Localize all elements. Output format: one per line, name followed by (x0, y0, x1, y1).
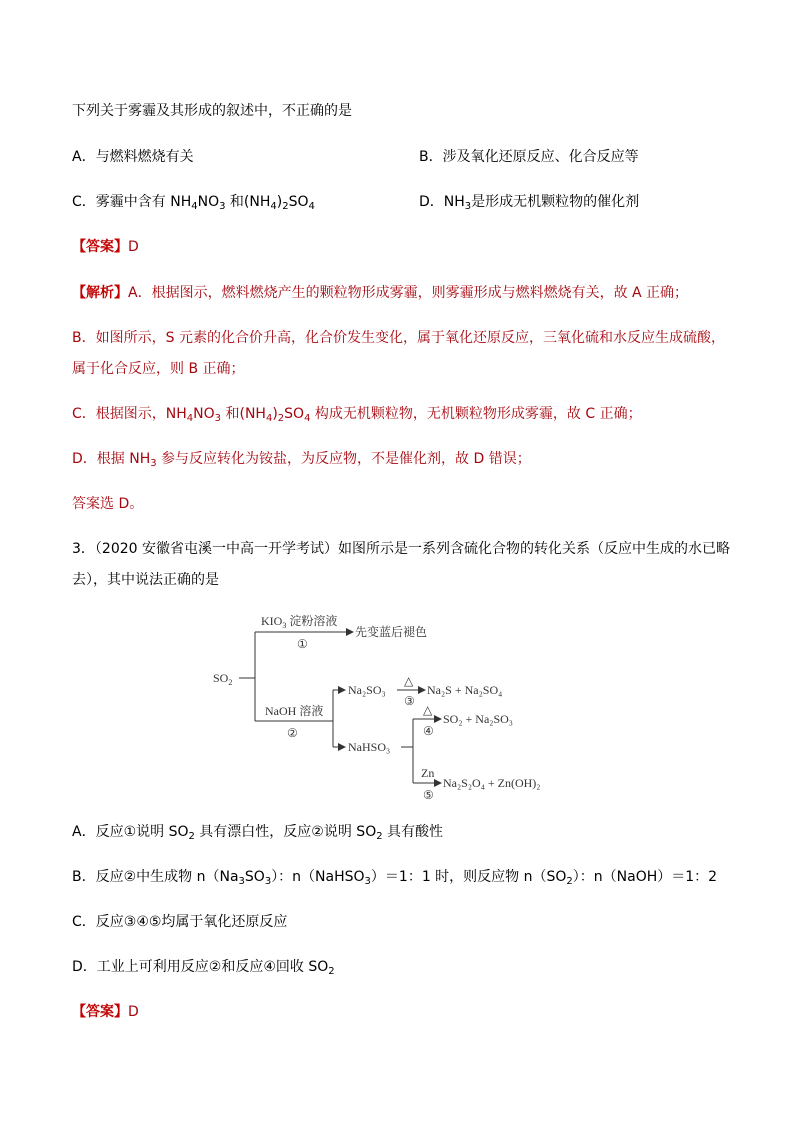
r1-product: 先变蓝后褪色 (355, 625, 428, 639)
answer-value: D (128, 239, 139, 255)
answer-value: D (128, 1004, 139, 1020)
q3-answer (72, 1002, 139, 1022)
r4-number: ④ (423, 724, 434, 738)
q3-option-a: A．反应①说明 $SO_2$ 具有漂白性，反应②说明 $SO_2$ 具有酸性 (72, 824, 444, 842)
q3-stem-line1: 3．（2020 安徽省屯溪一中高一开学考试）如图所示是一系列含硫化合物的转化关系（反应中生成的水已略 (72, 541, 730, 557)
q2-analysis-c: C．根据图示，$NH_4NO_3$ 和$(NH_4)_2SO_4$ 构成无机颗粒物，无机颗粒物形成雾霾，故 C 正确； (72, 406, 642, 424)
r3-number: ③ (404, 694, 415, 708)
analysis-tag: 【解析】 (72, 285, 128, 301)
nahso3-label: NaHSO₃ (348, 740, 391, 754)
q2-option-c: C．雾霾中含有 $NH_4NO_3$ 和$(NH_4)_2SO_4$ (72, 194, 315, 212)
q2-options-row1 (72, 147, 752, 167)
q2-analysis-b-line2: 属于化合反应，则 B 正确； (72, 361, 245, 377)
q2-analysis-a: 【解析】A．根据图示，燃料燃烧产生的颗粒物形成雾霾，则雾霾形成与燃料燃烧有关，故 A 正确； (72, 285, 689, 301)
r2-reagent: NaOH 溶液 (265, 704, 324, 718)
q2-analysis-b-line1: B．如图所示，S 元素的化合价升高，化合价发生变化，属于氧化还原反应，三氧化硫和水反应生成硫酸， (72, 330, 725, 346)
answer-tag: 【答案】 (72, 239, 128, 255)
q2-conclusion: 答案选 D。 (72, 496, 144, 512)
na2so3-label: Na₂SO₃ (348, 683, 386, 697)
q3-stem-line2: 去），其中说法正确的是 (72, 572, 219, 588)
r5-product: Na₂S₂O₄ + Zn(OH)₂ (443, 776, 541, 790)
r2-number: ② (287, 726, 298, 740)
answer-tag: 【答案】 (72, 1004, 128, 1020)
q3-option-b: B．反应②中生成物 $n(Na_3SO_3)$：n（NaHSO$_3$）＝1：1 时，则反应物 $n(SO_2)$：n（NaOH）＝1：2 (72, 869, 718, 887)
r1-number: ① (297, 637, 308, 651)
so2-label: $SO_2$ (213, 671, 233, 687)
r1-reagent: $KIO_3$ 淀粉溶液 (261, 614, 338, 630)
q2-answer (72, 237, 139, 257)
q2-option-d: D．$NH_3$是形成无机颗粒物的催化剂 (419, 194, 640, 212)
q2-stem: 下列关于雾霾及其形成的叙述中，不正确的是 (72, 103, 352, 119)
r3-product: Na₂S + Na₂SO₄ (427, 683, 503, 697)
r5-condition: Zn (421, 766, 435, 780)
q3-option-d: D．工业上可利用反应②和反应④回收 $SO_2$ (72, 959, 335, 977)
r4-product: SO₂ + Na₂SO₃ (443, 712, 513, 726)
q3-option-c: C．反应③④⑤均属于氧化还原反应 (72, 914, 288, 930)
reaction-diagram (205, 605, 585, 803)
q2-options-row2 (72, 192, 752, 212)
r4-condition: △ (423, 703, 433, 717)
r3-condition: △ (404, 674, 414, 688)
r5-number: ⑤ (423, 788, 434, 802)
q2-analysis-d: D．根据 $NH_3$ 参与反应转化为铵盐，为反应物，不是催化剂，故 D 错误； (72, 451, 531, 469)
q2-option-a: A．与燃料燃烧有关 (72, 149, 194, 165)
q2-option-b: B．涉及氧化还原反应、化合反应等 (419, 149, 639, 165)
